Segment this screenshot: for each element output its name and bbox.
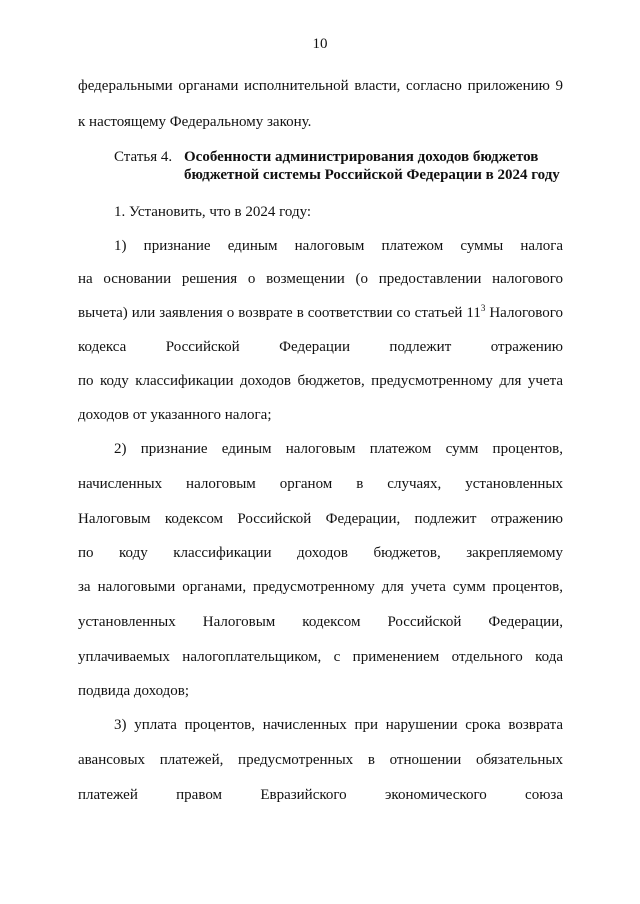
item-2-line: уплачиваемых налогоплательщиком, с применением отдельного кода bbox=[78, 649, 563, 665]
item-1-line: 1) признание единым налоговым платежом суммы налога bbox=[114, 238, 563, 254]
item-2-line: за налоговыми органами, предусмотренному для учета сумм процентов, bbox=[78, 579, 563, 595]
item-2-line: установленных Налоговым кодексом Российской Федерации, bbox=[78, 614, 563, 630]
item-3-line: авансовых платежей, предусмотренных в отношении обязательных bbox=[78, 752, 563, 768]
item-1-line: по коду классификации доходов бюджетов, предусмотренному для учета bbox=[78, 373, 563, 389]
item-2-line: 2) признание единым налоговым платежом сумм процентов, bbox=[114, 441, 563, 457]
article-title-line-2: бюджетной системы Российской Федерации в 2024 году bbox=[184, 167, 560, 183]
text-line: федеральными органами исполнительной власти, согласно приложению 9 bbox=[78, 78, 563, 94]
article-label: Статья 4. bbox=[114, 149, 173, 165]
item-2-line: Налоговым кодексом Российской Федерации, подлежит отражению bbox=[78, 511, 563, 527]
item-3-line: 3) уплата процентов, начисленных при нарушении срока возврата bbox=[114, 717, 563, 733]
superscript: 3 bbox=[480, 303, 486, 313]
item-1-line: кодекса Российской Федерации подлежит отражению bbox=[78, 339, 563, 355]
item-1-line-with-superscript: вычета) или заявления о возврате в соответствии со статьей $11^3$ Налогового bbox=[78, 303, 563, 321]
item-2-line: начисленных налоговым органом в случаях, установленных bbox=[78, 476, 563, 492]
item-1-line: на основании решения о возмещении (о предоставлении налогового bbox=[78, 271, 563, 287]
page-number: 10 bbox=[312, 36, 328, 52]
paragraph-1: 1. Установить, что в 2024 году: bbox=[114, 204, 312, 220]
item-3-line: платежей правом Евразийского экономического союза bbox=[78, 787, 563, 803]
text-line: к настоящему Федеральному закону. bbox=[78, 114, 312, 130]
item-1-line: доходов от указанного налога; bbox=[78, 407, 272, 423]
item-2-line: по коду классификации доходов бюджетов, закрепляемому bbox=[78, 545, 563, 561]
item-2-line: подвида доходов; bbox=[78, 683, 190, 699]
article-title-line-1: Особенности администрирования доходов бюджетов bbox=[184, 149, 539, 165]
